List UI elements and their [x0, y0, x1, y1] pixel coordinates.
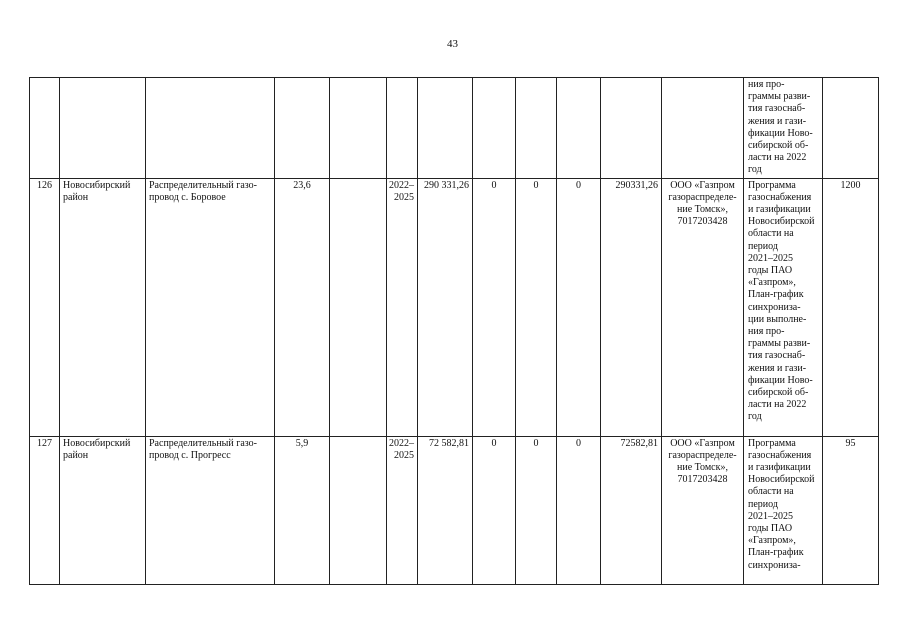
program-line: жения и гази-	[748, 362, 807, 374]
program-line: жения и гази-	[748, 115, 807, 127]
organization-line: газораспределе-	[668, 449, 737, 461]
object-cell: Распределительный газо-провод с. Боровое	[146, 178, 275, 436]
program-line: области на	[748, 486, 794, 498]
length-cell: 23,6	[275, 178, 330, 436]
program-line: Программа	[748, 437, 796, 449]
value-cell-2	[516, 78, 557, 179]
organization-cell	[662, 78, 744, 179]
cost-cell: 72 582,81	[418, 436, 473, 584]
program-line: период	[748, 498, 778, 510]
organization-line: ние Томск»,	[677, 462, 728, 474]
row-number: 126	[30, 178, 60, 436]
table-row	[30, 78, 879, 179]
value-cell-3: 0	[557, 178, 601, 436]
empty-cell	[330, 78, 387, 179]
program-line: План-график	[748, 547, 804, 559]
organization-line: 7017203428	[677, 216, 728, 228]
program-line: ласти на 2022	[748, 152, 807, 164]
program-line: сибирской об-	[748, 387, 809, 399]
program-line: год	[748, 411, 762, 423]
program-line: «Газпром»,	[748, 535, 796, 547]
value-cell-1: 0	[473, 436, 516, 584]
empty-cell	[330, 178, 387, 436]
program-line: Программа	[748, 179, 796, 191]
program-line: синхрониза-	[748, 301, 801, 313]
organization-cell	[662, 178, 744, 436]
table-row	[30, 436, 879, 584]
program-line: годы ПАО	[748, 523, 793, 535]
value-cell-3: 0	[557, 436, 601, 584]
value-cell-4: 72582,81	[601, 436, 662, 584]
district-cell	[60, 78, 146, 179]
organization-line: ООО «Газпром	[670, 179, 735, 191]
district-cell: Новосибирский район	[60, 436, 146, 584]
period-cell	[387, 78, 418, 179]
length-cell	[275, 78, 330, 179]
program-line: тия газоснаб-	[748, 103, 806, 115]
table-body	[30, 78, 879, 585]
program-line: «Газпром»,	[748, 277, 796, 289]
cost-cell	[418, 78, 473, 179]
cost-cell: 290 331,26	[418, 178, 473, 436]
table-row	[30, 178, 879, 436]
page-number: 43	[447, 38, 458, 50]
program-line: газоснабжения	[748, 449, 812, 461]
program-line: ния про-	[748, 326, 785, 338]
value-cell-1: 0	[473, 178, 516, 436]
value-cell-2: 0	[516, 436, 557, 584]
program-line: синхрониза-	[748, 559, 801, 571]
program-cell	[744, 78, 823, 179]
district-cell: Новосибирский район	[60, 178, 146, 436]
organization-line: ООО «Газпром	[670, 437, 735, 449]
length-cell: 5,9	[275, 436, 330, 584]
object-cell	[146, 78, 275, 179]
program-cell	[744, 178, 823, 436]
data-table	[29, 77, 879, 585]
period-cell: 2022–2025	[387, 436, 418, 584]
program-line: граммы разви-	[748, 338, 811, 350]
count-cell	[823, 78, 879, 179]
value-cell-2: 0	[516, 178, 557, 436]
empty-cell	[330, 436, 387, 584]
program-line: и газификации	[748, 204, 811, 216]
program-line: ласти на 2022	[748, 399, 807, 411]
program-line: фикации Ново-	[748, 127, 813, 139]
row-number	[30, 78, 60, 179]
program-line: ния про-	[748, 79, 785, 90]
program-line: 2021–2025	[748, 252, 793, 264]
count-cell: 1200	[823, 178, 879, 436]
program-line: газоснабжения	[748, 191, 812, 203]
program-line: Новосибирской	[748, 216, 815, 228]
program-line: фикации Ново-	[748, 374, 813, 386]
count-cell: 95	[823, 436, 879, 584]
program-line: План-график	[748, 289, 804, 301]
value-cell-4: 290331,26	[601, 178, 662, 436]
program-line: ции выполне-	[748, 313, 807, 325]
program-line: 2021–2025	[748, 510, 793, 522]
organization-line: газораспределе-	[668, 191, 737, 203]
row-number: 127	[30, 436, 60, 584]
organization-cell	[662, 436, 744, 584]
organization-line: ние Томск»,	[677, 204, 728, 216]
program-line: и газификации	[748, 462, 811, 474]
program-cell	[744, 436, 823, 584]
program-line: Новосибирской	[748, 474, 815, 486]
program-line: годы ПАО	[748, 265, 793, 277]
period-cell: 2022–2025	[387, 178, 418, 436]
program-line: тия газоснаб-	[748, 350, 806, 362]
program-line: сибирской об-	[748, 140, 809, 152]
value-cell-3	[557, 78, 601, 179]
program-line: области на	[748, 228, 794, 240]
value-cell-4	[601, 78, 662, 179]
program-line: период	[748, 240, 778, 252]
organization-line: 7017203428	[677, 474, 728, 486]
value-cell-1	[473, 78, 516, 179]
program-line: граммы разви-	[748, 91, 811, 103]
object-cell: Распределительный газо-провод с. Прогресс	[146, 436, 275, 584]
program-line: год	[748, 164, 762, 176]
